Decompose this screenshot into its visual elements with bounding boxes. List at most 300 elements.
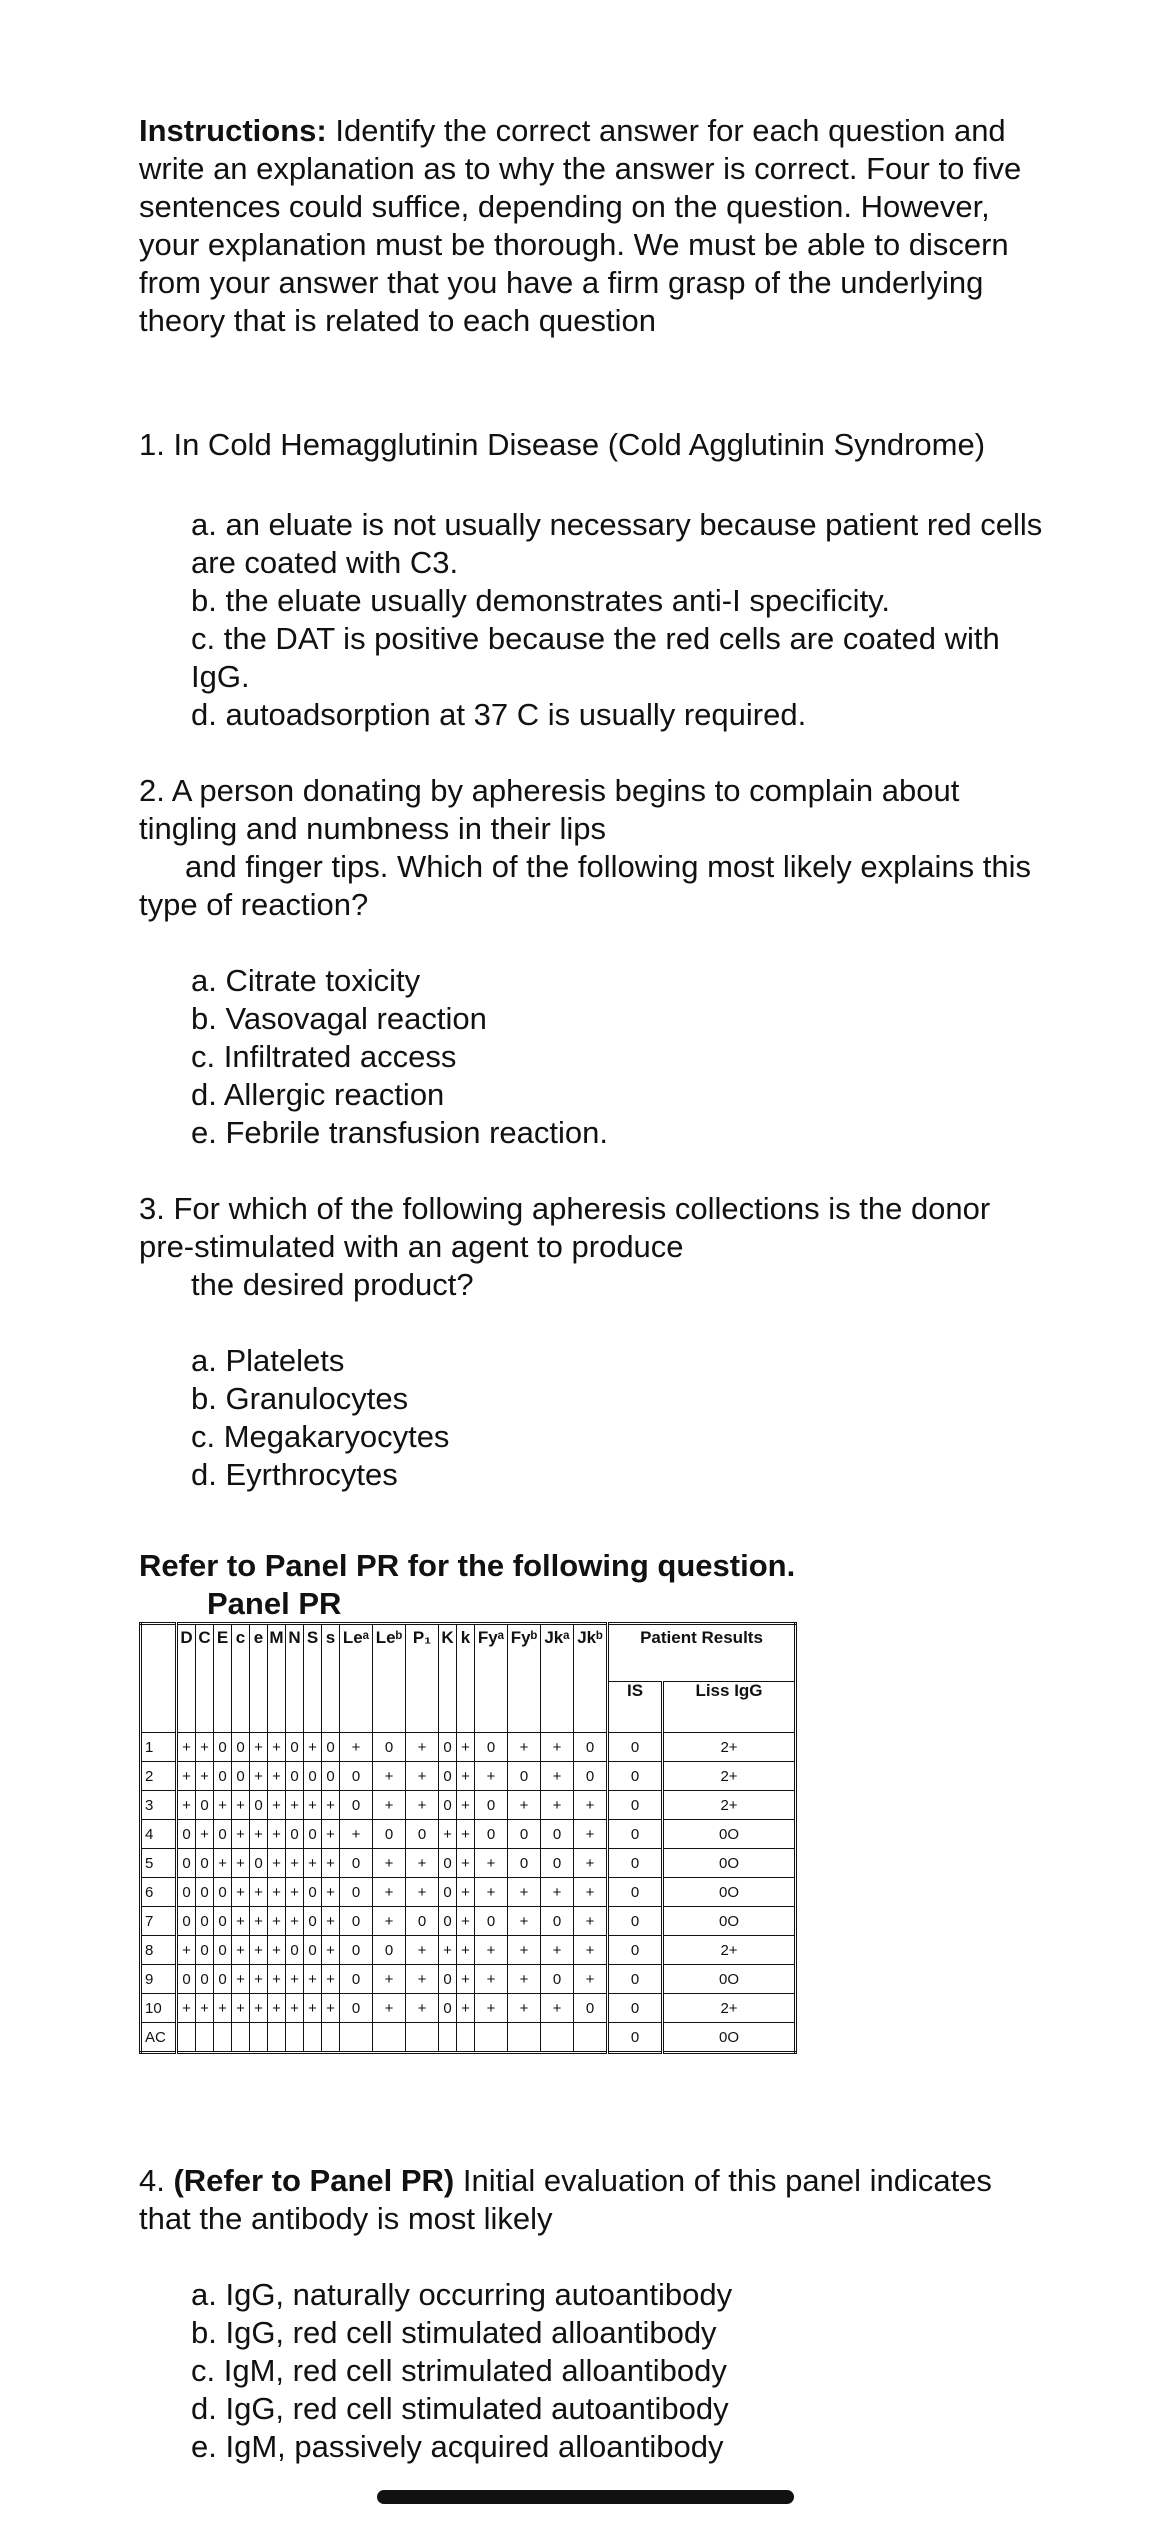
panel-cell: + [250,1907,268,1936]
panel-cell: 0 [475,1791,508,1820]
panel-cell: + [541,1791,574,1820]
question-2-option-a[interactable]: a. Citrate toxicity [191,963,421,998]
panel-cell: + [304,1994,322,2023]
panel-cell: + [508,1907,541,1936]
panel-liss-result: 2+ [663,1936,796,1965]
panel-cell: + [475,1936,508,1965]
panel-is-result: 0 [608,2023,663,2053]
panel-cell: + [250,1733,268,1762]
question-2-stem [139,772,1044,924]
panel-column-header: k [457,1624,475,1733]
panel-cell: + [322,1849,340,1878]
panel-column-header: D [177,1624,196,1733]
question-2-option-d[interactable]: d. Allergic reaction [191,1077,445,1112]
panel-column-header: Leᵇ [373,1624,406,1733]
panel-cell: 0 [177,1849,196,1878]
panel-cell: + [214,1994,232,2023]
panel-liss-result: 2+ [663,1762,796,1791]
panel-column-header: S [304,1624,322,1733]
panel-cell: + [373,1762,406,1791]
panel-cell [541,2023,574,2053]
panel-cell: + [340,1820,373,1849]
panel-cell: + [250,1762,268,1791]
panel-cell: 0 [574,1994,608,2023]
patient-results-header: Patient Results [608,1624,796,1682]
panel-cell: + [373,1965,406,1994]
question-4-option-b[interactable]: b. IgG, red cell stimulated alloantibody [191,2315,717,2350]
panel-cell: + [232,1965,250,1994]
panel-is-result: 0 [608,1820,663,1849]
panel-cell: 0 [508,1849,541,1878]
panel-cell: 0 [286,1762,304,1791]
panel-cell: + [177,1762,196,1791]
panel-cell [439,2023,457,2053]
panel-column-header: C [196,1624,214,1733]
panel-cell: + [268,1733,286,1762]
panel-cell: + [286,1791,304,1820]
panel-liss-result: 2+ [663,1791,796,1820]
question-1-option-c[interactable]: c. the DAT is positive because the red cells are coated with IgG. [191,621,1000,694]
question-3-stem-line1: 3. For which of the following apheresis collections is the donor pre-stimulated with an agent to produce [139,1191,991,1264]
panel-is-result: 0 [608,1791,663,1820]
panel-cell: 0 [214,1733,232,1762]
question-3-options [191,1342,1044,1494]
panel-cell [373,2023,406,2053]
panel-cell: + [406,1762,439,1791]
panel-cell: + [232,1994,250,2023]
panel-cell: 0 [322,1762,340,1791]
panel-column-header: e [250,1624,268,1733]
panel-row-number: 4 [141,1820,177,1849]
panel-cell: 0 [340,1965,373,1994]
question-1-options [191,506,1044,734]
panel-cell: 0 [196,1791,214,1820]
panel-cell: + [457,1733,475,1762]
panel-cell: + [268,1791,286,1820]
question-3-stem-line2: the desired product? [191,1267,474,1302]
panel-is-result: 0 [608,1849,663,1878]
question-4-stem [139,2162,1044,2238]
panel-cell: + [508,1936,541,1965]
panel-cell: 0 [541,1849,574,1878]
question-1-option-d[interactable]: d. autoadsorption at 37 C is usually required. [191,697,807,732]
panel-row-number: 9 [141,1965,177,1994]
panel-cell: + [322,1936,340,1965]
question-2-option-e[interactable]: e. Febrile transfusion reaction. [191,1115,608,1150]
panel-cell: 0 [322,1733,340,1762]
panel-cell: 0 [475,1820,508,1849]
panel-row [141,2023,796,2053]
panel-cell: 0 [508,1820,541,1849]
panel-row [141,1820,796,1849]
panel-cell: + [250,1994,268,2023]
panel-cell: + [286,1849,304,1878]
panel-cell: 0 [574,1762,608,1791]
panel-row [141,1878,796,1907]
panel-cell: + [541,1762,574,1791]
is-column-header: IS [608,1682,663,1733]
panel-cell: 0 [214,1907,232,1936]
panel-cell: + [268,1965,286,1994]
panel-liss-result: 0O [663,1965,796,1994]
panel-cell: 0 [439,1878,457,1907]
question-4-option-a[interactable]: a. IgG, naturally occurring autoantibody [191,2277,733,2312]
question-2-option-c[interactable]: c. Infiltrated access [191,1039,457,1074]
panel-cell: 0 [340,1994,373,2023]
panel-cell: + [250,1965,268,1994]
panel-row-number: 7 [141,1907,177,1936]
panel-cell [406,2023,439,2053]
panel-cell: + [286,1965,304,1994]
panel-cell: 0 [340,1791,373,1820]
panel-column-header: Fyᵃ [475,1624,508,1733]
panel-cell [340,2023,373,2053]
panel-cell: + [304,1849,322,1878]
panel-cell: 0 [439,1907,457,1936]
panel-cell: 0 [196,1936,214,1965]
panel-cell: + [196,1762,214,1791]
question-4-number: 4. [139,2163,174,2198]
panel-cell [286,2023,304,2053]
panel-cell: + [475,1762,508,1791]
panel-cell: + [574,1907,608,1936]
panel-cell: 0 [340,1762,373,1791]
panel-cell: + [508,1994,541,2023]
panel-column-header: Leᵃ [340,1624,373,1733]
panel-cell: + [304,1733,322,1762]
panel-cell: + [406,1965,439,1994]
panel-cell: + [322,1965,340,1994]
panel-cell: + [322,1820,340,1849]
panel-cell: 0 [196,1965,214,1994]
panel-cell: + [196,1820,214,1849]
panel-row-number: 3 [141,1791,177,1820]
question-3-option-d[interactable]: d. Eyrthrocytes [191,1457,398,1492]
panel-cell: + [457,1907,475,1936]
panel-cell: + [268,1878,286,1907]
panel-cell: + [373,1907,406,1936]
panel-cell: + [196,1994,214,2023]
panel-row [141,1791,796,1820]
panel-cell: 0 [304,1762,322,1791]
panel-cell: 0 [214,1878,232,1907]
panel-column-header: K [439,1624,457,1733]
panel-cell: + [508,1878,541,1907]
panel-cell: + [286,1907,304,1936]
panel-cell [475,2023,508,2053]
question-3-option-a[interactable]: a. Platelets [191,1343,345,1378]
panel-cell: 0 [439,1762,457,1791]
panel-is-result: 0 [608,1907,663,1936]
panel-cell: 0 [232,1733,250,1762]
question-2-option-b[interactable]: b. Vasovagal reaction [191,1001,487,1036]
panel-is-result: 0 [608,1994,663,2023]
panel-cell: + [322,1791,340,1820]
panel-cell: + [406,1849,439,1878]
panel-cell: + [304,1791,322,1820]
panel-liss-result: 0O [663,1878,796,1907]
panel-cell: + [373,1849,406,1878]
panel-row [141,1965,796,1994]
panel-cell: 0 [541,1820,574,1849]
panel-cell: 0 [439,1849,457,1878]
panel-row [141,1849,796,1878]
panel-cell: 0 [439,1965,457,1994]
panel-cell: + [574,1965,608,1994]
panel-cell: + [475,1994,508,2023]
panel-cell: 0 [340,1849,373,1878]
panel-is-result: 0 [608,1762,663,1791]
panel-is-result: 0 [608,1965,663,1994]
panel-cell: + [322,1994,340,2023]
panel-cell: 0 [250,1849,268,1878]
panel-cell [214,2023,232,2053]
panel-cell: 0 [214,1936,232,1965]
question-3-option-c[interactable]: c. Megakaryocytes [191,1419,450,1454]
panel-cell [304,2023,322,2053]
panel-cell: + [268,1762,286,1791]
panel-cell: + [406,1878,439,1907]
panel-cell: + [541,1733,574,1762]
panel-cell [457,2023,475,2053]
panel-cell: 0 [214,1820,232,1849]
panel-cell: 0 [177,1907,196,1936]
panel-cell: + [232,1849,250,1878]
panel-row [141,1994,796,2023]
panel-cell: 0 [304,1878,322,1907]
panel-cell: + [541,1994,574,2023]
panel-cell: 0 [214,1762,232,1791]
panel-cell: 0 [439,1733,457,1762]
question-2-stem-line2: and finger tips. Which of the following most likely explains this type of reaction? [139,849,1032,922]
panel-row [141,1733,796,1762]
panel-cell: + [286,1994,304,2023]
panel-row-number: 8 [141,1936,177,1965]
panel-cell [250,2023,268,2053]
panel-cell: + [406,1994,439,2023]
panel-cell: + [457,1994,475,2023]
question-4-stem-text: Initial evaluation of this panel indicates that the antibody is most likely [139,2163,992,2236]
panel-cell: + [268,1907,286,1936]
panel-liss-result: 2+ [663,1994,796,2023]
panel-cell: 0 [304,1820,322,1849]
panel-cell: + [214,1849,232,1878]
panel-row-number: 10 [141,1994,177,2023]
panel-cell: 0 [406,1907,439,1936]
panel-cell: 0 [574,1733,608,1762]
panel-cell: + [177,1733,196,1762]
panel-cell: 0 [196,1849,214,1878]
panel-column-header: Jkᵇ [574,1624,608,1733]
antibody-panel-table [139,1622,797,2054]
panel-cell: + [508,1965,541,1994]
panel-row-number: 2 [141,1762,177,1791]
panel-cell: + [196,1733,214,1762]
panel-cell: + [268,1820,286,1849]
instructions-label: Instructions: [139,113,327,148]
panel-cell: + [177,1791,196,1820]
panel-cell [177,2023,196,2053]
panel-cell: + [232,1907,250,1936]
instructions-text: Identify the correct answer for each question and write an explanation as to why the answer is correct. Four to five sentences could suffice, depending on the question. However, your explanation must be thorough. We must be able to discern from your answer that you have a firm grasp of the underlying theory that is related to each question [139,113,1022,338]
panel-row [141,1936,796,1965]
question-1-option-a[interactable]: a. an eluate is not usually necessary because patient red cells are coated with C3. [191,507,1043,580]
panel-row [141,1907,796,1936]
question-4-options [191,2276,1044,2466]
panel-cell [232,2023,250,2053]
panel-cell: + [574,1791,608,1820]
panel-title: Panel PR [207,1586,342,1621]
panel-cell: + [373,1878,406,1907]
panel-cell: 0 [439,1994,457,2023]
instructions [139,112,1044,340]
panel-column-header: Fyᵇ [508,1624,541,1733]
panel-cell: + [340,1733,373,1762]
panel-cell: 0 [232,1762,250,1791]
panel-cell: 0 [475,1733,508,1762]
panel-cell: 0 [439,1791,457,1820]
panel-header-row [141,1624,796,1682]
panel-column-header: E [214,1624,232,1733]
panel-column-header: M [268,1624,286,1733]
panel-cell: + [406,1733,439,1762]
panel-row-number: 5 [141,1849,177,1878]
panel-cell: + [574,1936,608,1965]
panel-row-number: 6 [141,1878,177,1907]
document-body [139,112,1044,1494]
panel-liss-result: 0O [663,1907,796,1936]
panel-cell: + [508,1791,541,1820]
panel-cell: 0 [304,1907,322,1936]
panel-cell: 0 [196,1907,214,1936]
panel-column-header: N [286,1624,304,1733]
panel-cell: + [373,1791,406,1820]
panel-cell: 0 [340,1907,373,1936]
panel-cell: + [373,1994,406,2023]
panel-reference-heading: Refer to Panel PR for the following question. [139,1548,796,1583]
panel-cell: + [574,1878,608,1907]
panel-cell: + [457,1791,475,1820]
panel-cell: + [457,1878,475,1907]
panel-cell: + [574,1849,608,1878]
panel-cell: + [457,1820,475,1849]
panel-cell [508,2023,541,2053]
panel-cell: + [232,1878,250,1907]
home-indicator[interactable] [377,2490,794,2504]
panel-liss-result: 0O [663,1849,796,1878]
panel-cell: 0 [250,1791,268,1820]
panel-cell: + [406,1791,439,1820]
panel-cell [574,2023,608,2053]
panel-cell: + [250,1878,268,1907]
panel-cell: + [177,1994,196,2023]
panel-cell: 0 [177,1820,196,1849]
panel-cell: + [406,1936,439,1965]
panel-cell: 0 [214,1965,232,1994]
panel-cell: + [232,1791,250,1820]
panel-column-header: s [322,1624,340,1733]
question-4-option-d[interactable]: d. IgG, red cell stimulated autoantibody [191,2391,729,2426]
panel-cell: 0 [196,1878,214,1907]
panel-cell: + [508,1733,541,1762]
panel-cell: + [250,1820,268,1849]
panel-cell: 0 [541,1965,574,1994]
panel-cell: + [268,1994,286,2023]
panel-cell: 0 [475,1907,508,1936]
panel-cell: + [541,1936,574,1965]
panel-cell: 0 [541,1907,574,1936]
panel-cell: + [541,1878,574,1907]
panel-cell: + [457,1762,475,1791]
panel-cell: 0 [373,1820,406,1849]
panel-header-cell-number [141,1624,177,1733]
panel-cell: + [457,1849,475,1878]
panel-cell: 0 [373,1733,406,1762]
panel-is-result: 0 [608,1733,663,1762]
panel-liss-result: 2+ [663,1733,796,1762]
question-4-bold-ref: (Refer to Panel PR) [173,2163,455,2198]
panel-cell: + [475,1965,508,1994]
panel-cell: + [286,1878,304,1907]
panel-cell: 0 [286,1733,304,1762]
panel-cell: + [574,1820,608,1849]
panel-cell: + [475,1849,508,1878]
panel-row-number: AC [141,2023,177,2053]
panel-cell: 0 [177,1965,196,1994]
panel-cell: + [439,1820,457,1849]
panel-cell: + [439,1936,457,1965]
panel-cell: + [475,1878,508,1907]
panel-cell: + [457,1936,475,1965]
panel-is-result: 0 [608,1936,663,1965]
panel-cell: + [322,1878,340,1907]
panel-cell [196,2023,214,2053]
panel-cell: + [177,1936,196,1965]
panel-cell: + [232,1936,250,1965]
question-4 [139,2162,1044,2466]
question-4-option-c[interactable]: c. IgM, red cell strimulated alloantibody [191,2353,727,2388]
panel-cell: 0 [373,1936,406,1965]
question-1-option-b[interactable]: b. the eluate usually demonstrates anti-I specificity. [191,583,890,618]
panel-cell: + [322,1907,340,1936]
panel-cell: 0 [304,1936,322,1965]
panel-column-header: c [232,1624,250,1733]
panel-is-result: 0 [608,1878,663,1907]
question-3-stem [139,1190,1044,1304]
panel-cell: 0 [340,1936,373,1965]
panel-cell: + [268,1936,286,1965]
question-4-option-e[interactable]: e. IgM, passively acquired alloantibody [191,2429,724,2464]
panel-cell: 0 [286,1820,304,1849]
panel-cell: + [304,1965,322,1994]
panel-cell: 0 [340,1878,373,1907]
question-2-options [191,962,1044,1152]
panel-cell: + [250,1936,268,1965]
panel-liss-result: 0O [663,2023,796,2053]
question-1-stem: 1. In Cold Hemagglutinin Disease (Cold Agglutinin Syndrome) [139,427,986,462]
panel-column-header: P₁ [406,1624,439,1733]
panel-cell: + [232,1820,250,1849]
question-2-stem-line1: 2. A person donating by apheresis begins to complain about tingling and numbness in their lips [139,773,960,846]
question-3-option-b[interactable]: b. Granulocytes [191,1381,409,1416]
panel-row-number: 1 [141,1733,177,1762]
panel-cell: 0 [286,1936,304,1965]
panel-cell: + [214,1791,232,1820]
panel-cell: 0 [508,1762,541,1791]
panel-cell [268,2023,286,2053]
panel-column-header: Jkᵃ [541,1624,574,1733]
panel-cell: 0 [406,1820,439,1849]
